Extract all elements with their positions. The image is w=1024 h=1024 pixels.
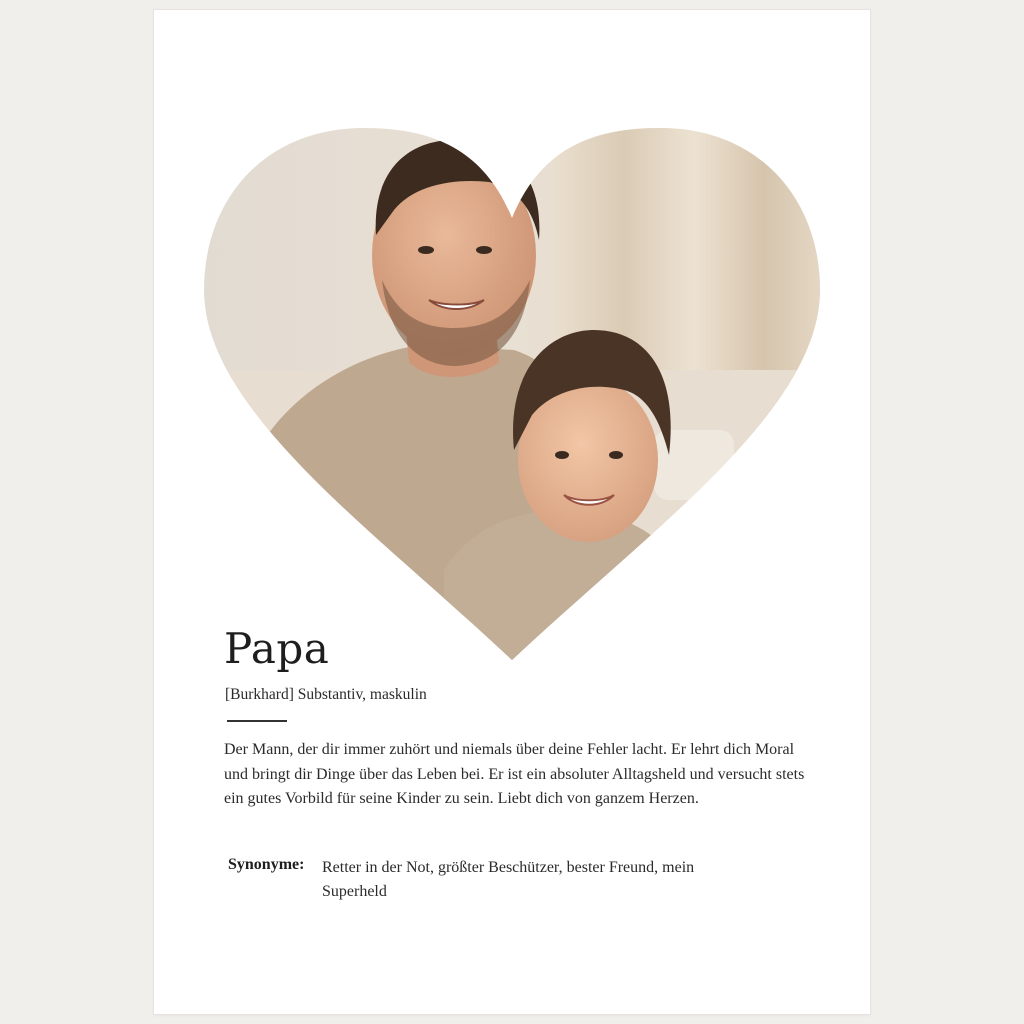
divider — [227, 720, 287, 722]
heart-photo — [154, 10, 870, 690]
father-and-son-photo — [194, 120, 834, 690]
synonyms-label: Synonyme: — [228, 856, 305, 873]
definition-text: Der Mann, der dir immer zuhört und niemals über deine Fehler lacht. Er lehrt dich Moral und bringt dir Dinge über das Leben bei. Er ist ein absoluter Alltagsheld und versucht stets ein gutes Vorbild für seine Kinder zu sein. Liebt dich von ganzem Herzen. — [224, 741, 805, 807]
page-title: Papa — [224, 624, 330, 673]
word-type-subtitle: [Burkhard] Substantiv, maskulin — [225, 686, 427, 703]
poster — [154, 10, 870, 1014]
synonyms-text: Retter in der Not, größter Beschützer, bester Freund, mein Superheld — [322, 859, 695, 900]
